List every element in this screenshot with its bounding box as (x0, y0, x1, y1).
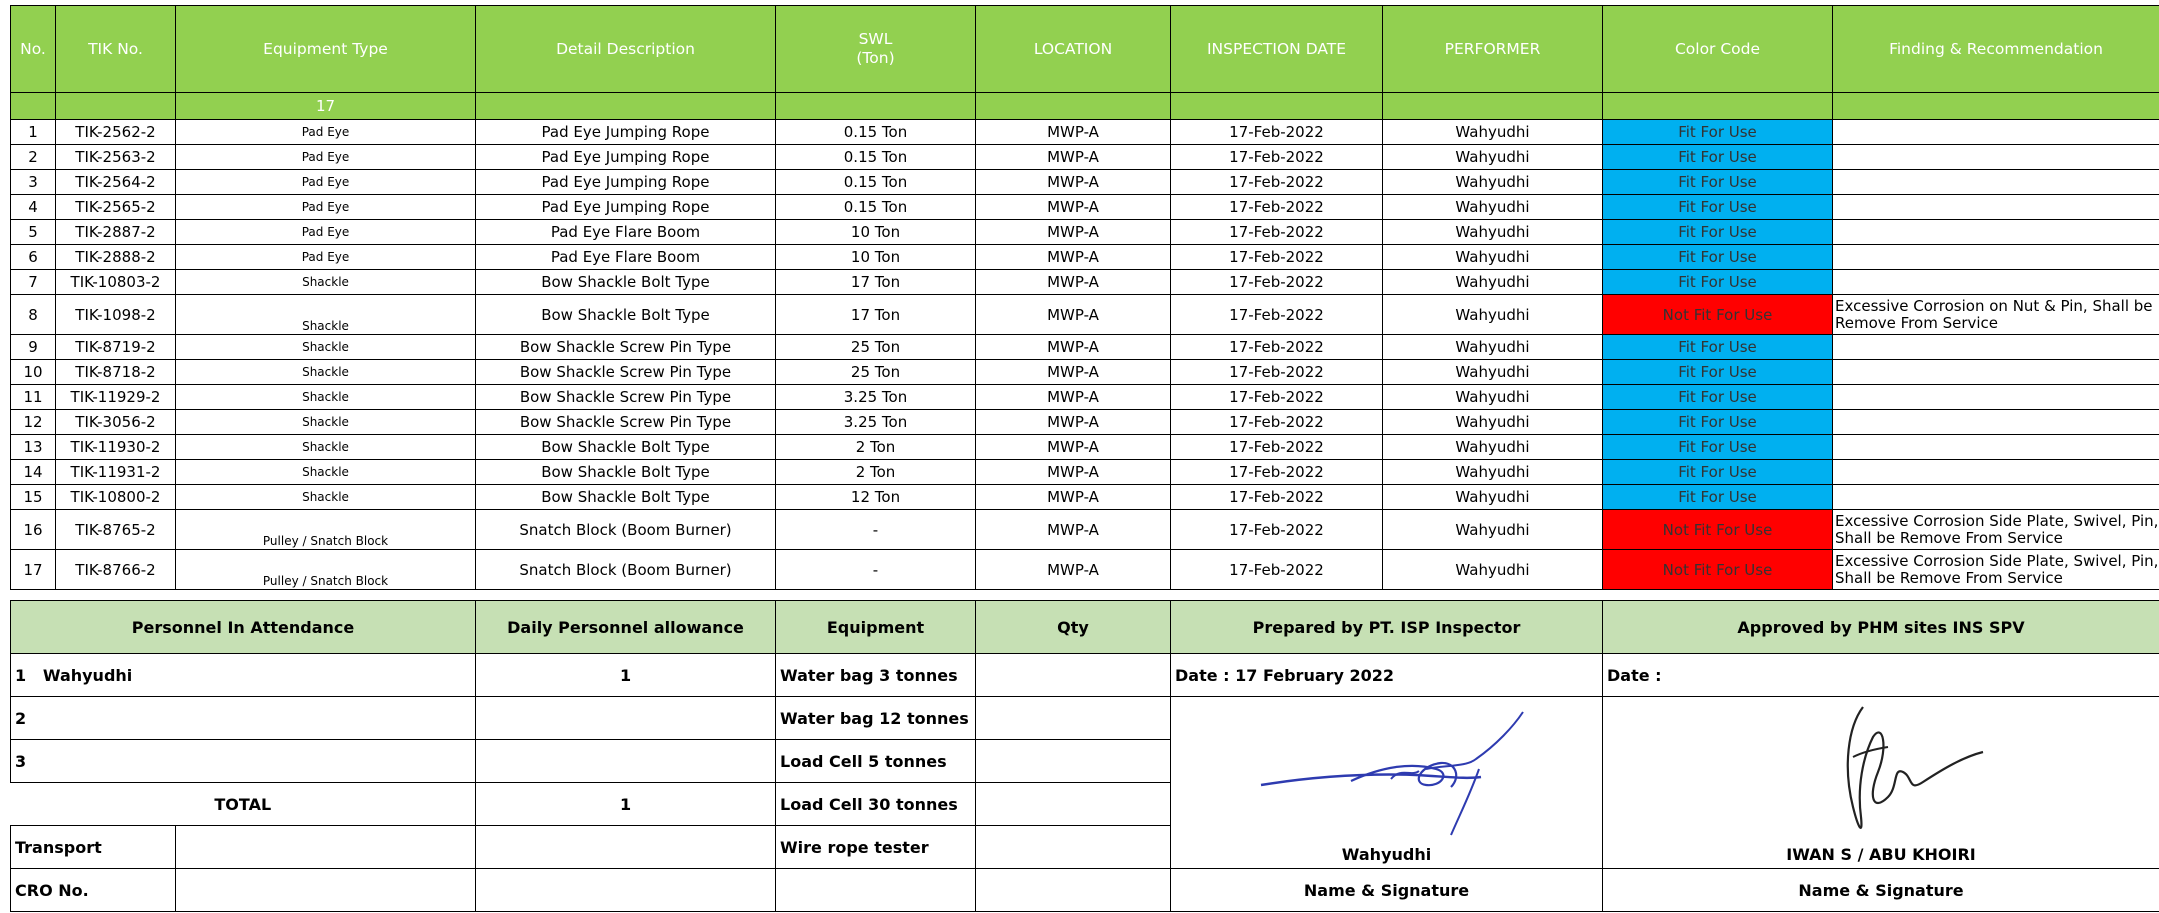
inspection-date: 17-Feb-2022 (1171, 550, 1383, 590)
location: MWP-A (976, 550, 1171, 590)
location: MWP-A (976, 460, 1171, 485)
equipment-type: Shackle (176, 360, 476, 385)
performer: Wahyudhi (1383, 360, 1603, 385)
equipment-type: Pad Eye (176, 170, 476, 195)
swl: 17 Ton (776, 270, 976, 295)
location: MWP-A (976, 385, 1171, 410)
performer: Wahyudhi (1383, 385, 1603, 410)
performer: Wahyudhi (1383, 550, 1603, 590)
personnel-no: 2 (15, 708, 27, 728)
inspection-date: 17-Feb-2022 (1171, 410, 1383, 435)
table-row (11, 220, 2159, 245)
prepared-signature-cell (1171, 697, 1603, 869)
row-no: 17 (11, 550, 56, 590)
qty-3 (976, 740, 1171, 783)
location: MWP-A (976, 195, 1171, 220)
table-row (11, 460, 2159, 485)
detail-description: Bow Shackle Bolt Type (476, 435, 776, 460)
equipment-type: Pad Eye (176, 245, 476, 270)
count-empty (1171, 93, 1383, 120)
finding (1833, 410, 2159, 435)
color-code: Fit For Use (1603, 385, 1833, 410)
location: MWP-A (976, 170, 1171, 195)
summary-row-2 (11, 697, 2159, 740)
tik-no: TIK-10800-2 (56, 485, 176, 510)
location: MWP-A (976, 360, 1171, 385)
swl: 10 Ton (776, 220, 976, 245)
swl: 25 Ton (776, 335, 976, 360)
inspection-date: 17-Feb-2022 (1171, 120, 1383, 145)
detail-description: Bow Shackle Screw Pin Type (476, 385, 776, 410)
row-no: 12 (11, 410, 56, 435)
prepared-name-signature: Name & Signature (1171, 869, 1603, 912)
performer: Wahyudhi (1383, 295, 1603, 335)
qty-header: Qty (976, 601, 1171, 654)
performer: Wahyudhi (1383, 435, 1603, 460)
tik-no: TIK-8765-2 (56, 510, 176, 550)
location: MWP-A (976, 295, 1171, 335)
row-no: 14 (11, 460, 56, 485)
count-empty (976, 93, 1171, 120)
equipment-type: Shackle (176, 410, 476, 435)
location: MWP-A (976, 410, 1171, 435)
equipment-type: Pad Eye (176, 220, 476, 245)
header-inspection-date: INSPECTION DATE (1171, 6, 1383, 93)
inspection-date: 17-Feb-2022 (1171, 485, 1383, 510)
inspection-date: 17-Feb-2022 (1171, 435, 1383, 460)
transport-label: Transport (11, 826, 176, 869)
location: MWP-A (976, 435, 1171, 460)
detail-description: Bow Shackle Bolt Type (476, 295, 776, 335)
color-code: Not Fit For Use (1603, 295, 1833, 335)
finding (1833, 270, 2159, 295)
row-no: 13 (11, 435, 56, 460)
swl: 17 Ton (776, 295, 976, 335)
header-location: LOCATION (976, 6, 1171, 93)
table-row (11, 335, 2159, 360)
table-row (11, 295, 2159, 335)
detail-description: Snatch Block (Boom Burner) (476, 510, 776, 550)
inspection-date: 17-Feb-2022 (1171, 335, 1383, 360)
swl: 25 Ton (776, 360, 976, 385)
detail-description: Pad Eye Jumping Rope (476, 145, 776, 170)
prepared-signature (1251, 707, 1551, 847)
allowance-header: Daily Personnel allowance (476, 601, 776, 654)
finding (1833, 435, 2159, 460)
detail-description: Pad Eye Flare Boom (476, 220, 776, 245)
tik-no: TIK-2564-2 (56, 170, 176, 195)
row-no: 2 (11, 145, 56, 170)
header-swl-line1: SWL (858, 30, 893, 48)
color-code: Fit For Use (1603, 335, 1833, 360)
detail-description: Bow Shackle Bolt Type (476, 485, 776, 510)
equipment-count: 17 (176, 93, 476, 120)
performer: Wahyudhi (1383, 270, 1603, 295)
personnel-no: 3 (15, 751, 27, 771)
performer: Wahyudhi (1383, 220, 1603, 245)
header-performer: PERFORMER (1383, 6, 1603, 93)
equipment-2: Water bag 12 tonnes (776, 697, 976, 740)
count-empty (476, 93, 776, 120)
table-row (11, 485, 2159, 510)
detail-description: Snatch Block (Boom Burner) (476, 550, 776, 590)
finding (1833, 195, 2159, 220)
location: MWP-A (976, 120, 1171, 145)
table-row (11, 435, 2159, 460)
color-code: Fit For Use (1603, 435, 1833, 460)
location: MWP-A (976, 145, 1171, 170)
detail-description: Bow Shackle Screw Pin Type (476, 410, 776, 435)
row-no: 5 (11, 220, 56, 245)
count-empty (1383, 93, 1603, 120)
equipment-type: Shackle (176, 460, 476, 485)
equipment-type: Shackle (176, 270, 476, 295)
performer: Wahyudhi (1383, 460, 1603, 485)
allowance-3 (476, 740, 776, 783)
table-row (11, 270, 2159, 295)
count-row (11, 93, 2159, 120)
swl: - (776, 550, 976, 590)
swl: 0.15 Ton (776, 120, 976, 145)
cro-value (176, 869, 476, 912)
header-row (11, 6, 2159, 93)
location: MWP-A (976, 245, 1171, 270)
swl: 0.15 Ton (776, 195, 976, 220)
equipment-4: Load Cell 30 tonnes (776, 783, 976, 826)
inspection-date: 17-Feb-2022 (1171, 245, 1383, 270)
performer: Wahyudhi (1383, 120, 1603, 145)
inspection-table (10, 5, 2159, 590)
color-code: Fit For Use (1603, 410, 1833, 435)
swl: 0.15 Ton (776, 145, 976, 170)
table-row (11, 510, 2159, 550)
table-row (11, 120, 2159, 145)
finding (1833, 385, 2159, 410)
header-swl (776, 6, 976, 93)
count-empty (11, 93, 56, 120)
finding (1833, 360, 2159, 385)
finding: Excessive Corrosion Side Plate, Swivel, Pin, Shall be Remove From Service (1833, 550, 2159, 590)
performer: Wahyudhi (1383, 510, 1603, 550)
header-detail-description: Detail Description (476, 6, 776, 93)
equipment-type: Shackle (176, 335, 476, 360)
inspection-date: 17-Feb-2022 (1171, 220, 1383, 245)
header-no: No. (11, 6, 56, 93)
header-color-code: Color Code (1603, 6, 1833, 93)
color-code: Fit For Use (1603, 460, 1833, 485)
performer: Wahyudhi (1383, 195, 1603, 220)
color-code: Fit For Use (1603, 360, 1833, 385)
transport-empty (476, 826, 776, 869)
total-label: TOTAL (11, 783, 476, 826)
finding (1833, 335, 2159, 360)
inspection-rows (11, 120, 2159, 590)
detail-description: Bow Shackle Screw Pin Type (476, 335, 776, 360)
inspection-date: 17-Feb-2022 (1171, 195, 1383, 220)
summary-row-1 (11, 654, 2159, 697)
equipment-5: Wire rope tester (776, 826, 976, 869)
inspection-date: 17-Feb-2022 (1171, 385, 1383, 410)
approved-signature-cell (1603, 697, 2159, 869)
swl: - (776, 510, 976, 550)
color-code: Not Fit For Use (1603, 550, 1833, 590)
header-tik: TIK No. (56, 6, 176, 93)
performer: Wahyudhi (1383, 170, 1603, 195)
detail-description: Pad Eye Jumping Rope (476, 170, 776, 195)
approved-signature (1813, 697, 2053, 847)
equipment-type: Pulley / Snatch Block (176, 550, 476, 590)
row-no: 1 (11, 120, 56, 145)
table-row (11, 145, 2159, 170)
color-code: Fit For Use (1603, 170, 1833, 195)
location: MWP-A (976, 335, 1171, 360)
equipment-type: Pad Eye (176, 120, 476, 145)
inspection-date: 17-Feb-2022 (1171, 460, 1383, 485)
color-code: Fit For Use (1603, 195, 1833, 220)
detail-description: Pad Eye Jumping Rope (476, 195, 776, 220)
table-row (11, 550, 2159, 590)
detail-description: Pad Eye Flare Boom (476, 245, 776, 270)
summary-table (10, 600, 2159, 912)
inspection-date: 17-Feb-2022 (1171, 510, 1383, 550)
row-no: 8 (11, 295, 56, 335)
tik-no: TIK-2562-2 (56, 120, 176, 145)
equipment-type: Shackle (176, 435, 476, 460)
row-no: 15 (11, 485, 56, 510)
color-code: Fit For Use (1603, 120, 1833, 145)
summary-cro-row (11, 869, 2159, 912)
tik-no: TIK-2565-2 (56, 195, 176, 220)
row-no: 6 (11, 245, 56, 270)
inspection-date: 17-Feb-2022 (1171, 145, 1383, 170)
tik-no: TIK-2888-2 (56, 245, 176, 270)
total-value: 1 (476, 783, 776, 826)
swl: 0.15 Ton (776, 170, 976, 195)
qty-5 (976, 826, 1171, 869)
allowance-2 (476, 697, 776, 740)
equipment-type: Shackle (176, 385, 476, 410)
table-row (11, 410, 2159, 435)
personnel-name: Wahyudhi (42, 665, 133, 685)
tik-no: TIK-2563-2 (56, 145, 176, 170)
color-code: Not Fit For Use (1603, 510, 1833, 550)
qty-4 (976, 783, 1171, 826)
inspection-date: 17-Feb-2022 (1171, 360, 1383, 385)
equipment-1: Water bag 3 tonnes (776, 654, 976, 697)
finding: Excessive Corrosion Side Plate, Swivel, Pin, Shall be Remove From Service (1833, 510, 2159, 550)
count-empty (776, 93, 976, 120)
approved-name: IWAN S / ABU KHOIRI (1786, 845, 1976, 864)
performer: Wahyudhi (1383, 245, 1603, 270)
color-code: Fit For Use (1603, 485, 1833, 510)
table-row (11, 245, 2159, 270)
approved-date: Date : (1603, 654, 2159, 697)
location: MWP-A (976, 220, 1171, 245)
equipment-3: Load Cell 5 tonnes (776, 740, 976, 783)
color-code: Fit For Use (1603, 145, 1833, 170)
performer: Wahyudhi (1383, 145, 1603, 170)
performer: Wahyudhi (1383, 335, 1603, 360)
tik-no: TIK-3056-2 (56, 410, 176, 435)
table-row (11, 360, 2159, 385)
tik-no: TIK-10803-2 (56, 270, 176, 295)
tik-no: TIK-11929-2 (56, 385, 176, 410)
location: MWP-A (976, 270, 1171, 295)
finding (1833, 170, 2159, 195)
qty-1 (976, 654, 1171, 697)
inspection-date: 17-Feb-2022 (1171, 270, 1383, 295)
detail-description: Pad Eye Jumping Rope (476, 120, 776, 145)
personnel-3 (11, 740, 476, 783)
table-row (11, 195, 2159, 220)
performer: Wahyudhi (1383, 410, 1603, 435)
detail-description: Bow Shackle Screw Pin Type (476, 360, 776, 385)
color-code: Fit For Use (1603, 245, 1833, 270)
table-row (11, 385, 2159, 410)
row-no: 16 (11, 510, 56, 550)
color-code: Fit For Use (1603, 220, 1833, 245)
qty-2 (976, 697, 1171, 740)
finding (1833, 220, 2159, 245)
swl: 2 Ton (776, 460, 976, 485)
tik-no: TIK-8718-2 (56, 360, 176, 385)
cro-empty (776, 869, 976, 912)
row-no: 3 (11, 170, 56, 195)
swl: 3.25 Ton (776, 410, 976, 435)
table-row (11, 170, 2159, 195)
equipment-type: Pad Eye (176, 145, 476, 170)
finding (1833, 145, 2159, 170)
swl: 3.25 Ton (776, 385, 976, 410)
personnel-no: 1 (15, 665, 27, 685)
detail-description: Bow Shackle Bolt Type (476, 460, 776, 485)
header-swl-line2: (Ton) (856, 49, 895, 67)
summary-header-row (11, 601, 2159, 654)
cro-empty (476, 869, 776, 912)
count-empty (1603, 93, 1833, 120)
header-equipment-type: Equipment Type (176, 6, 476, 93)
personnel-header: Personnel In Attendance (11, 601, 476, 654)
tik-no: TIK-8719-2 (56, 335, 176, 360)
row-no: 11 (11, 385, 56, 410)
finding (1833, 485, 2159, 510)
equipment-type: Shackle (176, 485, 476, 510)
finding (1833, 120, 2159, 145)
equipment-header: Equipment (776, 601, 976, 654)
swl: 10 Ton (776, 245, 976, 270)
prepared-date: Date : 17 February 2022 (1171, 654, 1603, 697)
approved-name-signature: Name & Signature (1603, 869, 2159, 912)
equipment-type: Pulley / Snatch Block (176, 510, 476, 550)
tik-no: TIK-11931-2 (56, 460, 176, 485)
finding (1833, 460, 2159, 485)
location: MWP-A (976, 485, 1171, 510)
swl: 2 Ton (776, 435, 976, 460)
personnel-1 (11, 654, 476, 697)
finding (1833, 245, 2159, 270)
personnel-2 (11, 697, 476, 740)
approved-header: Approved by PHM sites INS SPV (1603, 601, 2159, 654)
row-no: 10 (11, 360, 56, 385)
inspection-date: 17-Feb-2022 (1171, 295, 1383, 335)
finding: Excessive Corrosion on Nut & Pin, Shall be Remove From Service (1833, 295, 2159, 335)
tik-no: TIK-8766-2 (56, 550, 176, 590)
detail-description: Bow Shackle Bolt Type (476, 270, 776, 295)
swl: 12 Ton (776, 485, 976, 510)
count-empty (1833, 93, 2159, 120)
inspection-date: 17-Feb-2022 (1171, 170, 1383, 195)
equipment-type: Shackle (176, 295, 476, 335)
cro-label: CRO No. (11, 869, 176, 912)
performer: Wahyudhi (1383, 485, 1603, 510)
count-empty (56, 93, 176, 120)
row-no: 9 (11, 335, 56, 360)
tik-no: TIK-2887-2 (56, 220, 176, 245)
location: MWP-A (976, 510, 1171, 550)
tik-no: TIK-1098-2 (56, 295, 176, 335)
header-finding: Finding & Recommendation (1833, 6, 2159, 93)
row-no: 7 (11, 270, 56, 295)
row-no: 4 (11, 195, 56, 220)
prepared-header: Prepared by PT. ISP Inspector (1171, 601, 1603, 654)
color-code: Fit For Use (1603, 270, 1833, 295)
cro-empty (976, 869, 1171, 912)
prepared-name: Wahyudhi (1341, 845, 1432, 864)
transport-value (176, 826, 476, 869)
tik-no: TIK-11930-2 (56, 435, 176, 460)
equipment-type: Pad Eye (176, 195, 476, 220)
allowance-1: 1 (476, 654, 776, 697)
